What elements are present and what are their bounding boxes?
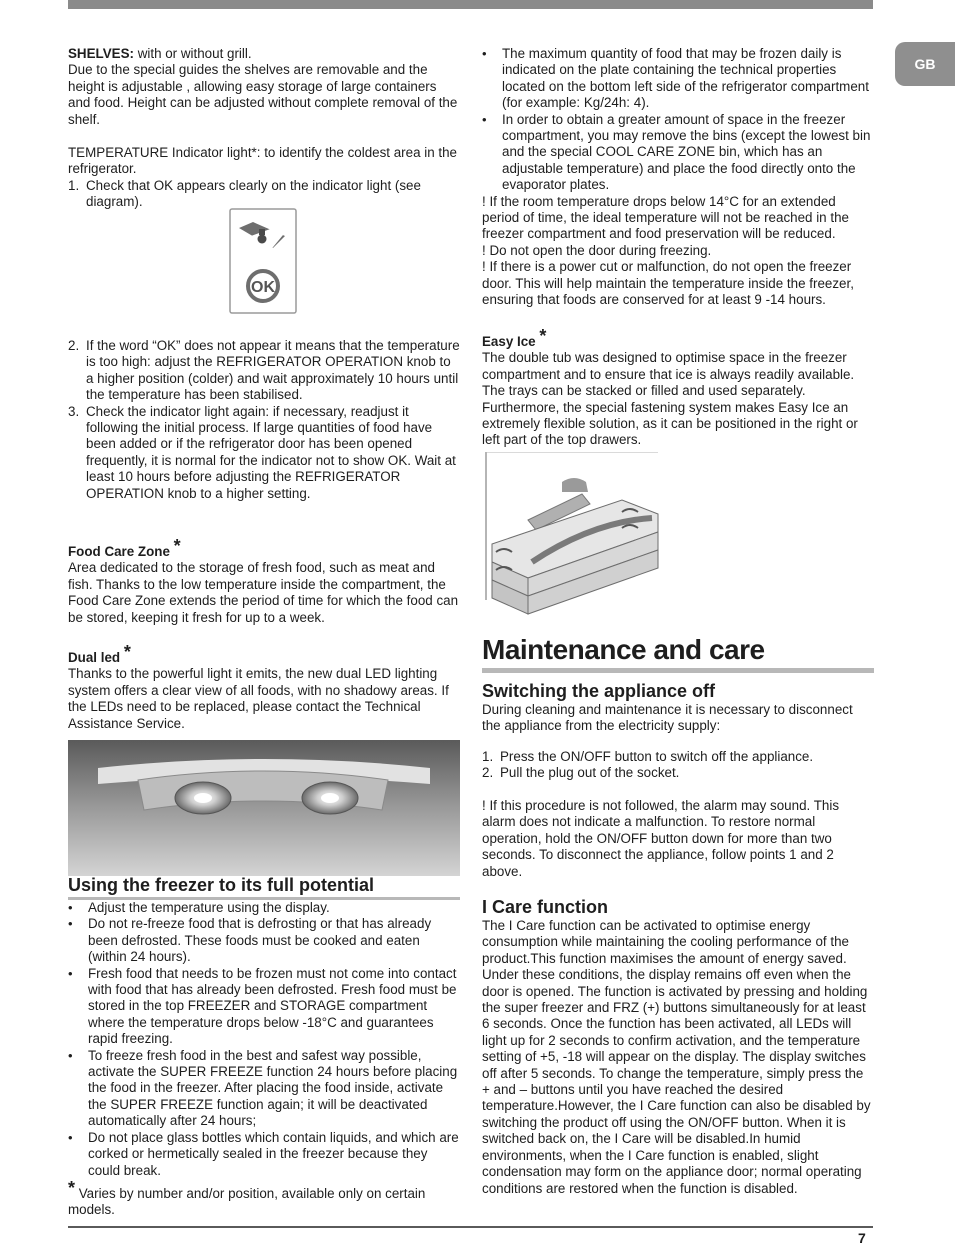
switch-off-title: Switching the appliance off <box>482 681 716 701</box>
freezer-bullet-3: • Fresh food that needs to be frozen must not come into contact with food that has already been defrosted. Fresh food must be stored in the top FREEZER and STORAGE compartment where the temperature drops below -18°C and guarantees rapid freezing. <box>68 966 460 1048</box>
step-3-number: 3. <box>68 403 80 419</box>
freezer-bullet-5: • Do not place glass bottles which contain liquids, and which are corked or hermetically sealed in the freezer because they could break. <box>68 1130 460 1179</box>
shelves-heading-tail: with or without grill. <box>133 46 252 61</box>
step-3-text: Check the indicator light again: if necessary, readjust it following the initial process. If large quantities of food have been added or if the refrigerator door has been opened frequently, it is normal for the indicator not to show OK. Wait at least 10 hours before adjusting the REFRIGERATOR OPERATION knob to a higher setting. <box>86 403 456 501</box>
freezing-bullet-2: • In order to obtain a greater amount of space in the freezer compartment, you may remove the bins (except the lowest bin and the special COOL CARE ZONE bin, which has an adjustable temperature) and place the food directly onto the evaporator plates. <box>482 112 874 194</box>
shelves-section <box>68 46 460 128</box>
freezer-bullet-1: • Adjust the temperature using the display. <box>68 900 460 916</box>
asterisk: * <box>539 326 547 346</box>
step-3 <box>68 404 460 502</box>
easy-ice-body: The double tub was designed to optimise space in the freezer compartment and to ensure that ice is always readily available. The trays can be stacked or filled and used separately. Furthermore, the special fastening system makes Easy Ice an extremely flexible solution, as it can be positioned in the right or left part of the top drawers. <box>482 350 858 448</box>
easy-ice-section <box>482 326 874 449</box>
easy-ice-illustration <box>482 452 662 622</box>
step-1 <box>68 178 460 211</box>
footnote <box>68 1178 460 1219</box>
bottom-rule <box>68 1226 873 1228</box>
warning-1: ! If the room temperature drops below 14°C for an extended period of time, the ideal temperature will not be reached in the freezer compartment and food preservation will be reduced. <box>482 193 849 242</box>
icare-body: The I Care function can be activated to optimise energy consumption while maintaining the cooling performance of the product.This function maximises the amount of energy saved. Under these conditions, the display remains off even when the door is opened. The function is activated by pressing and holding the super freezer and FRZ (+) buttons simultaneously for at least 6 seconds. Once the function has been activated, all LEDs will light up for 2 seconds to confirm activation, and the temperature setting of +5, -18 will appear on the display. The display switches off after 5 seconds. To change the temperature, simply press the + and – buttons until you have reached the desired temperature.However, the I Care function can also be disabled by switching the product off using the ON/OFF button. When it is switched back on, the I Care will be disabled.In humid environments, when the I Care function is enabled, slight condensation may form on the appliance door; normal operating conditions are restored when the function is disabled. <box>482 918 871 1196</box>
steps-2-3 <box>68 338 460 502</box>
maintenance-section <box>482 634 874 673</box>
dual-led-title: Dual led <box>68 650 121 665</box>
switch-off-section <box>482 680 874 735</box>
asterisk: * <box>123 642 131 662</box>
alarm-note-text: ! If this procedure is not followed, the alarm may sound. This alarm does not indicate a malfunction. To restore normal operation, hold the ON/OFF button down for more than two seconds. To disconnect the appliance, follow points 1 and 2 above. <box>482 798 840 879</box>
indicator-ok-label: OK <box>251 279 275 296</box>
page-number: 7 <box>858 1230 866 1246</box>
freezing-bullet-1: • The maximum quantity of food that may be frozen daily is indicated on the plate containing the technical properties located on the bottom left side of the refrigerator compartment (for example: Kg/24h: 4). <box>482 46 874 112</box>
freezer-section <box>68 874 460 1179</box>
dual-led-photo <box>68 740 460 876</box>
switch-off-step-2-text: Pull the plug out of the socket. <box>500 765 680 781</box>
easy-ice-title: Easy Ice <box>482 334 536 349</box>
food-care-zone-title: Food Care Zone <box>68 544 170 559</box>
maintenance-title-rule <box>482 668 874 673</box>
temperature-indicator-illustration <box>229 208 297 314</box>
temperature-indicator-text: TEMPERATURE Indicator light*: to identify the coldest area in the refrigerator. <box>68 145 458 177</box>
step-1-number: 1. <box>68 177 80 193</box>
step-2-number: 2. <box>68 338 80 353</box>
freezing-notes <box>482 46 874 309</box>
food-care-zone-body: Area dedicated to the storage of fresh food, such as meat and fish. Thanks to the low temperature inside the compartment, the Food Care Zone extends the period of time for which the food can be stored, keeping it fresh for up to a week. <box>68 560 459 625</box>
asterisk: * <box>173 536 181 556</box>
temperature-indicator-section <box>68 145 460 211</box>
language-tab: GB <box>895 42 955 86</box>
step-2-text: If the word “OK” does not appear it means that the temperature is too high: adjust the REFRIGERATOR OPERATION knob to a higher position (colder) and wait approximately 10 hours until the temperature has been stabilised. <box>86 338 460 403</box>
switch-off-step-2 <box>482 765 874 781</box>
switch-off-step-2-number: 2. <box>482 765 494 781</box>
freezer-bullet-4: • To freeze fresh food in the best and safest way possible, activate the SUPER FREEZE function 24 hours before placing the food in the freezer. After placing the food inside, activate the SUPER FREEZE function again; it will be deactivated automatically after 24 hours; <box>68 1048 460 1130</box>
food-care-zone-section <box>68 536 460 626</box>
dual-led-section <box>68 642 460 732</box>
warning-3: ! If there is a power cut or malfunction, do not open the freezer door. This will help maintain the temperature inside the freezer, ensuring that foods are conserved for at least 9 -14 hours. <box>482 259 854 308</box>
footnote-text: Varies by number and/or position, available only on certain models. <box>68 1186 426 1218</box>
freezer-bullet-2: • Do not re-freeze food that is defrosting or that has already been defrosted. These foods must be cooked and eaten (within 24 hours). <box>68 916 460 965</box>
warning-2: ! Do not open the door during freezing. <box>482 242 712 258</box>
step-1-text: Check that OK appears clearly on the indicator light (see diagram). <box>86 177 421 210</box>
switch-off-body: During cleaning and maintenance it is necessary to disconnect the appliance from the electricity supply: <box>482 702 853 734</box>
maintenance-title: Maintenance and care <box>482 634 765 665</box>
shelves-heading: SHELVES: <box>68 46 134 61</box>
switch-off-step-1 <box>482 749 874 765</box>
switch-off-step-1-text: Press the ON/OFF button to switch off the appliance. <box>500 749 814 764</box>
footnote-asterisk: * <box>68 1178 76 1198</box>
dual-led-body: Thanks to the powerful light it emits, the new dual LED lighting system offers a clear view of all foods, with no shadowy areas. If the LEDs need to be replaced, please contact the Technical Assistance Service. <box>68 666 449 731</box>
freezer-title: Using the freezer to its full potential <box>68 875 375 895</box>
step-2 <box>68 338 460 404</box>
switch-off-step-1-number: 1. <box>482 749 494 764</box>
icare-title: I Care function <box>482 897 609 917</box>
icare-section <box>482 896 874 1197</box>
top-bar <box>68 0 873 9</box>
shelves-body: Due to the special guides the shelves are removable and the height is adjustable , allowing easy storage of large containers and food. Height can be adjusted without complete removal of the shelf. <box>68 62 458 127</box>
switch-off-steps <box>482 749 874 782</box>
alarm-note <box>482 798 874 880</box>
